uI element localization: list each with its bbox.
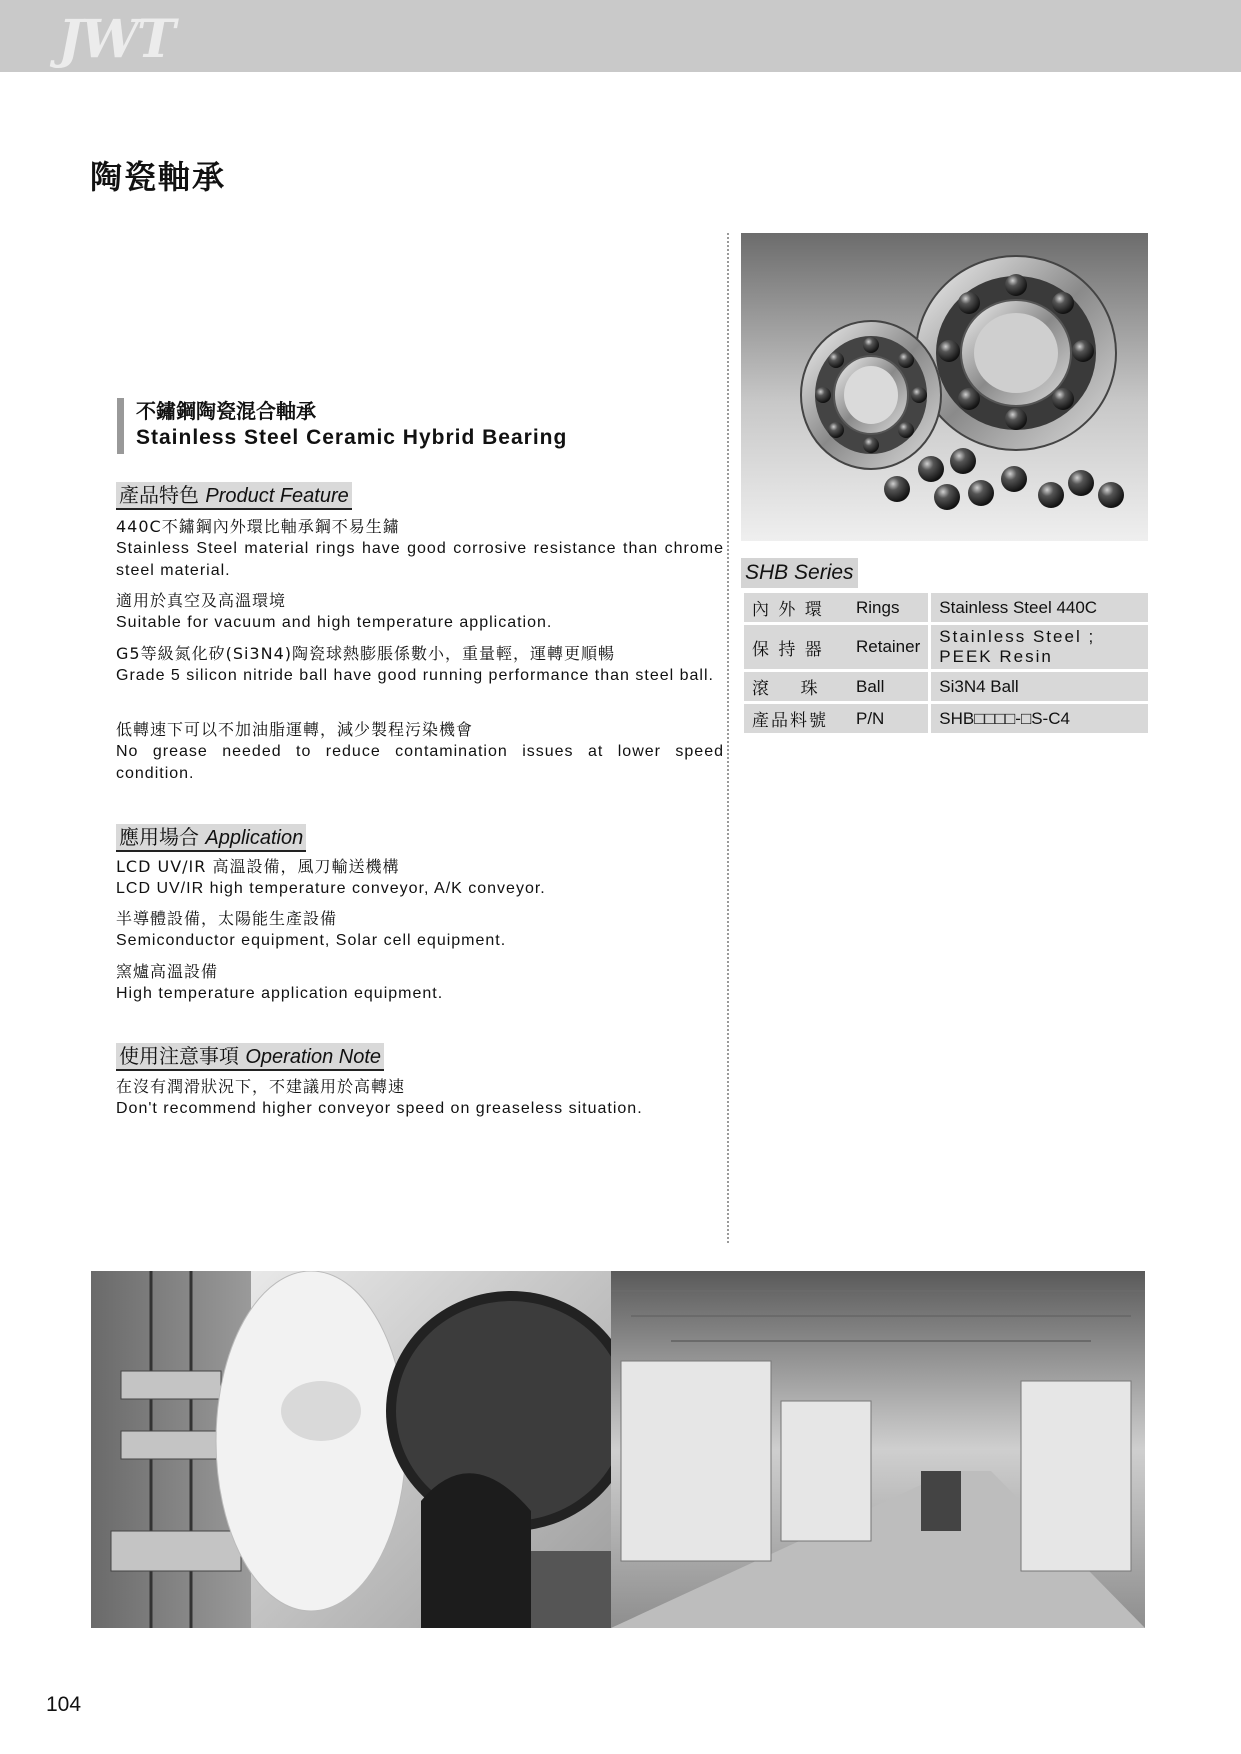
spec-label-zh: 內 外 環 [744, 593, 848, 622]
product-feature-heading [116, 482, 352, 510]
spec-value: Stainless Steel ; PEEK Resin [928, 625, 1148, 669]
spec-value: SHB□□□□-□S-C4 [928, 704, 1148, 733]
operation-note-zh: 在沒有潤滑狀況下，不建議用於高轉速 [116, 1077, 406, 1096]
table-row [744, 593, 1148, 622]
spec-label-en: P/N [848, 704, 928, 733]
factory-photo-collage [91, 1271, 1145, 1628]
feature-item [116, 516, 724, 582]
application-zh: 窯爐高溫設備 [116, 962, 219, 981]
application-en: Semiconductor equipment, Solar cell equipment. [116, 932, 507, 949]
application-item [116, 908, 724, 952]
spec-label-zh: 產品料號 [744, 704, 848, 733]
spec-label-en: Ball [848, 672, 928, 701]
page-title: 陶瓷軸承 [90, 158, 227, 196]
section-title-zh: 不鏽鋼陶瓷混合軸承 [136, 399, 316, 423]
operation-note-heading [116, 1043, 384, 1071]
spec-label-en: Retainer [848, 625, 928, 669]
spec-value: Si3N4 Ball [928, 672, 1148, 701]
feature-zh: 適用於真空及高溫環境 [116, 591, 287, 610]
column-divider [727, 233, 729, 1243]
heading-en: Operation Note [245, 1046, 381, 1068]
heading-zh: 應用場合 [119, 825, 199, 849]
spec-series-title: SHB Series [741, 558, 858, 588]
section-title-en: Stainless Steel Ceramic Hybrid Bearing [136, 426, 568, 449]
feature-zh: G5等級氮化矽(Si3N4)陶瓷球熱膨脹係數小，重量輕，運轉更順暢 [116, 644, 615, 663]
feature-en: No grease needed to reduce contamination issues at lower speed condition. [116, 743, 724, 782]
heading-en: Product Feature [205, 485, 349, 507]
table-row [744, 672, 1148, 701]
application-heading [116, 824, 306, 852]
page-number: 104 [46, 1693, 82, 1716]
feature-item [116, 719, 724, 785]
section-heading [117, 398, 717, 454]
spec-label-zh: 滾 珠 [744, 672, 848, 701]
bearing-photo [741, 233, 1148, 541]
application-zh: 半導體設備，太陽能生產設備 [116, 909, 338, 928]
feature-zh: 440C不鏽鋼內外環比軸承鋼不易生鏽 [116, 517, 400, 536]
spec-table [744, 590, 1148, 736]
spec-label-zh: 保 持 器 [744, 625, 848, 669]
spec-label-en: Rings [848, 593, 928, 622]
application-en: High temperature application equipment. [116, 985, 444, 1002]
table-row [744, 625, 1148, 669]
feature-en: Grade 5 silicon nitride ball have good running performance than steel ball. [116, 667, 714, 684]
operation-note-en: Don't recommend higher conveyor speed on greaseless situation. [116, 1100, 643, 1117]
application-item [116, 961, 724, 1005]
application-item [116, 856, 724, 900]
feature-zh: 低轉速下可以不加油脂運轉，減少製程污染機會 [116, 720, 474, 739]
brand-logo: JWT [58, 9, 174, 70]
feature-en: Stainless Steel material rings have good corrosive resistance than chrome steel material. [116, 540, 724, 579]
heading-zh: 使用注意事項 [119, 1044, 239, 1068]
operation-note-item [116, 1076, 724, 1120]
application-zh: LCD UV/IR 高溫設備，風刀輸送機構 [116, 857, 400, 876]
heading-en: Application [205, 827, 304, 849]
application-en: LCD UV/IR high temperature conveyor, A/K conveyor. [116, 880, 546, 897]
feature-en: Suitable for vacuum and high temperature application. [116, 614, 553, 631]
table-row [744, 704, 1148, 733]
heading-zh: 產品特色 [119, 483, 199, 507]
spec-value: Stainless Steel 440C [928, 593, 1148, 622]
feature-item [116, 590, 724, 634]
header-bar [0, 0, 1241, 72]
feature-item [116, 643, 724, 687]
